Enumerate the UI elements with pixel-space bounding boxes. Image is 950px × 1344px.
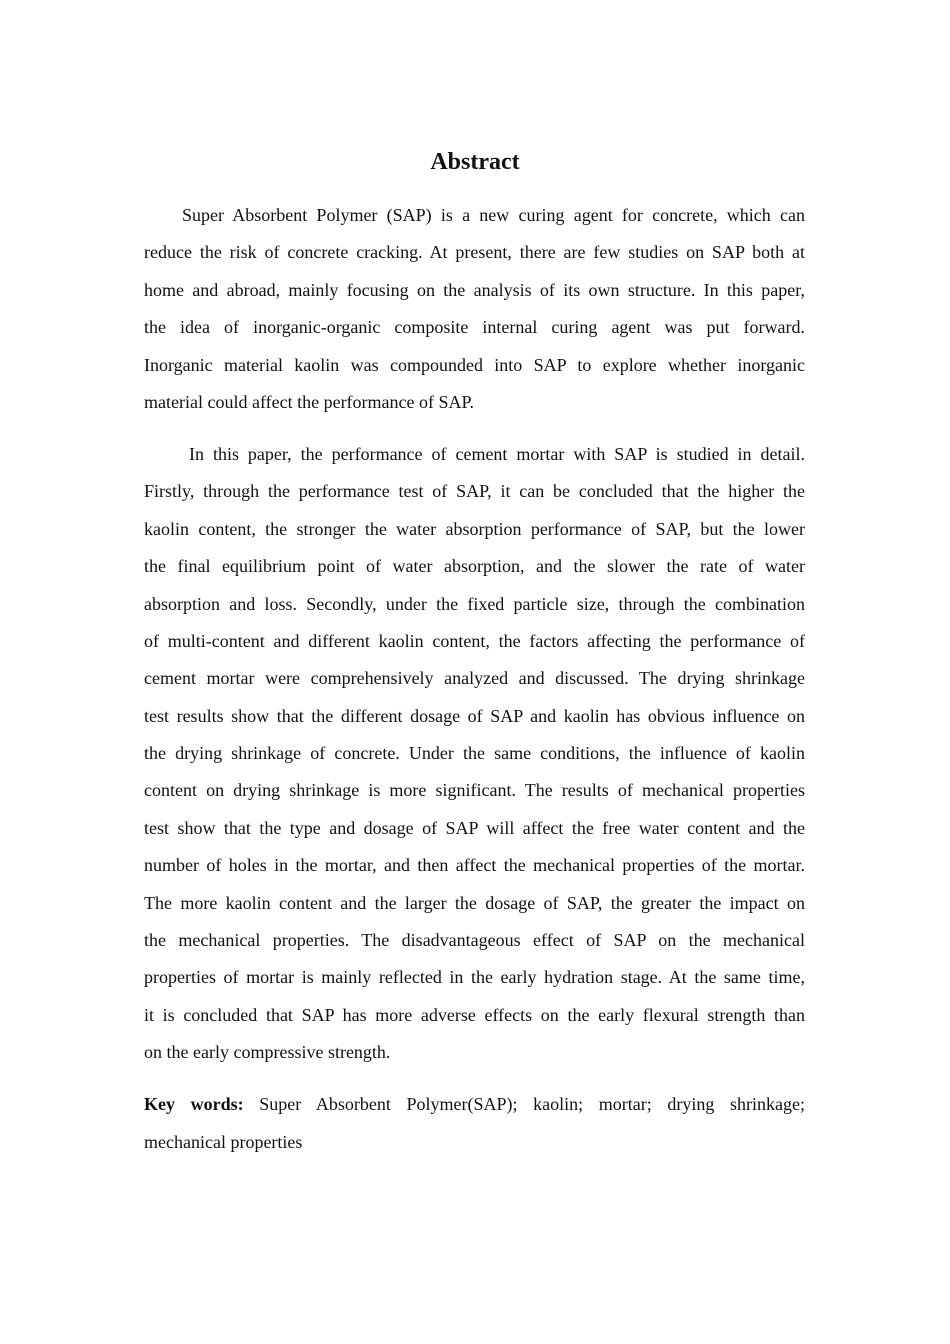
text-line: content on drying shrinkage is more significant. The results of mechanical properties [144, 780, 805, 801]
text-line: the drying shrinkage of concrete. Under the same conditions, the influence of kaolin [144, 743, 805, 764]
abstract-body [144, 197, 805, 1176]
text-line: the final equilibrium point of water absorption, and the slower the rate of water [144, 556, 805, 577]
text-line: material could affect the performance of SAP. [144, 391, 475, 412]
text-line: number of holes in the mortar, and then affect the mechanical properties of the mortar. [144, 855, 805, 876]
text-line: properties of mortar is mainly reflected in the early hydration stage. At the same time, [144, 967, 805, 988]
text-line: In this paper, the performance of cement mortar with SAP is studied in detail. [189, 443, 805, 464]
text-line: absorption and loss. Secondly, under the fixed particle size, through the combination [144, 593, 805, 614]
text-line: cement mortar were comprehensively analyzed and discussed. The drying shrinkage [144, 668, 805, 689]
text-line: on the early compressive strength. [144, 1042, 391, 1063]
text-line: Inorganic material kaolin was compounded into SAP to explore whether inorganic [144, 354, 805, 375]
page-title: Abstract [430, 149, 520, 175]
abstract-paragraph-1 [144, 197, 805, 421]
text-line: the mechanical properties. The disadvantageous effect of SAP on the mechanical [144, 930, 805, 951]
text-line: Firstly, through the performance test of SAP, it can be concluded that the higher the [144, 481, 805, 502]
text-line: test results show that the different dosage of SAP and kaolin has obvious influence on [144, 705, 805, 726]
text-line: home and abroad, mainly focusing on the analysis of its own structure. In this paper, [144, 279, 805, 300]
abstract-paragraph-2 [144, 436, 805, 1072]
keywords-text: Super Absorbent Polymer(SAP); kaolin; mortar; drying shrinkage; [259, 1094, 805, 1115]
text-line: The more kaolin content and the larger the dosage of SAP, the greater the impact on [144, 892, 805, 913]
keywords [144, 1086, 805, 1161]
text-line: Super Absorbent Polymer (SAP) is a new curing agent for concrete, which can [182, 205, 805, 225]
text-line: the idea of inorganic-organic composite internal curing agent was put forward. [144, 317, 805, 338]
text-line: test show that the type and dosage of SAP will affect the free water content and the [144, 817, 805, 838]
text-line: of multi-content and different kaolin content, the factors affecting the performance of [144, 630, 805, 651]
text-line: it is concluded that SAP has more adverse effects on the early flexural strength than [144, 1004, 805, 1025]
text-line: kaolin content, the stronger the water absorption performance of SAP, but the lower [144, 518, 805, 539]
text-line: reduce the risk of concrete cracking. At present, there are few studies on SAP both at [144, 242, 805, 263]
keywords-line: mechanical properties [144, 1131, 303, 1152]
keywords-label: Key words: [144, 1094, 244, 1115]
keywords-line [144, 1086, 805, 1123]
